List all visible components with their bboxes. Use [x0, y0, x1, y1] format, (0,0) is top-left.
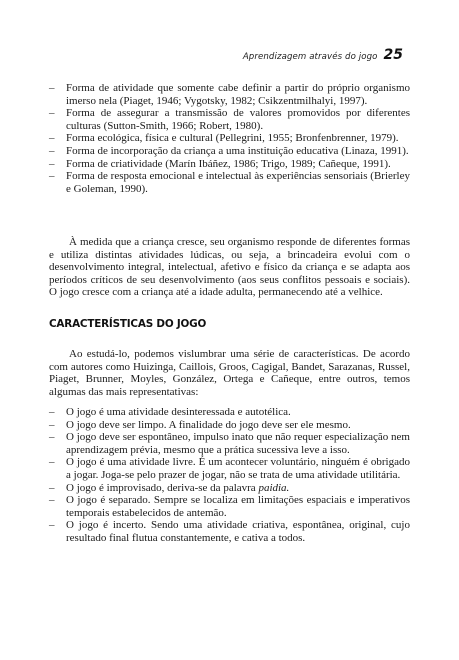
list-item: [49, 519, 410, 544]
list-item-text: O jogo deve ser espontâneo, impulso inato que não requer especialização nem aprendizagem prévia, mesmo que a prática sucessiva leve a isso.: [66, 431, 410, 456]
list-item: [49, 482, 410, 495]
list-dash: –: [49, 406, 55, 418]
list-dash: –: [49, 418, 55, 431]
list-item: [49, 456, 410, 481]
play-forms-list: [49, 82, 410, 195]
list-dash: –: [49, 456, 55, 469]
list-item-text: O jogo é uma atividade desinteressada e autotélica.: [66, 406, 291, 418]
list-item-text: Forma de atividade que somente cabe definir a partir do próprio organismo imerso nela (Piaget, 1946; Vygotsky, 1982; Csikzentmilhalyi, 1997).: [66, 82, 410, 107]
list-dash: –: [49, 494, 55, 507]
paragraph-block-2: [49, 348, 410, 398]
list-item: [49, 406, 410, 419]
list-item-text: Forma de assegurar a transmissão de valores promovidos por diferentes culturas (Sutton-Smith, 1966; Robert, 1980).: [66, 107, 410, 132]
list-item-text: O jogo é improvisado, deriva-se da palavra: [66, 481, 259, 494]
list-dash: –: [49, 157, 55, 170]
top-list-block: [49, 82, 410, 195]
list-item-text: O jogo é separado. Sempre se localiza em limitações espaciais e imperativos temporais estabelecidos de antemão.: [66, 494, 410, 519]
list-item: [49, 170, 410, 195]
list-dash: –: [49, 519, 55, 532]
list-item-text: Forma de incorporação da criança a uma instituição educativa (Linaza, 1991).: [66, 144, 409, 157]
characteristics-list: [49, 406, 410, 545]
list-item: [49, 419, 410, 432]
paragraph-block-1: [49, 236, 410, 299]
list-item-text: Forma de resposta emocional e intelectual às experiências sensoriais (Brierley e Goleman, 1990).: [66, 170, 410, 195]
running-header: [243, 47, 403, 63]
list-item: [49, 132, 410, 145]
body-paragraph: À medida que a criança cresce, seu organismo responde de diferentes formas e utiliza distintas atividades lúdicas, ou seja, a brincadeira evolui com o desenvolvimento integral, intelectual, afetivo e físico da criança e se adapta aos períodos críticos de seu desenvolvimento (aos seus conflitos pessoais e sociais). O jogo cresce com a criança até a idade adulta, permanecendo até a velhice.: [49, 236, 410, 299]
list-item: [49, 82, 410, 107]
page-number: 25: [383, 47, 403, 63]
list-item-text: O jogo é uma atividade livre. É um acontecer voluntário, ninguém é obrigado a jogar. Joga-se pelo prazer de jogar, não se trata de uma atividade utilitária.: [66, 456, 410, 481]
bottom-list-block: [49, 406, 410, 545]
list-dash: –: [49, 132, 55, 145]
list-item-text: O jogo é incerto. Sendo uma atividade criativa, espontânea, original, cujo resultado final flutua constantemente, e cativa a todos.: [66, 519, 410, 544]
list-item-text: Forma de criatividade (Marín Ibáñez, 1986; Trigo, 1989; Cañeque, 1991).: [66, 157, 391, 170]
list-dash: –: [49, 431, 55, 444]
body-paragraph: Ao estudá-lo, podemos vislumbrar uma série de características. De acordo com autores como Huizinga, Caillois, Groos, Cagigal, Bandet, Sarazanas, Russel, Piaget, Brunner, Moyles, González, Ortega e Cañeque, entre outros, temos algumas das mais representativas:: [49, 348, 410, 398]
list-dash: –: [49, 144, 55, 157]
section-heading: CARACTERÍSTICAS DO JOGO: [49, 318, 207, 330]
list-dash: –: [49, 107, 55, 120]
list-item-text: Forma ecológica, física e cultural (Pellegrini, 1955; Bronfenbrenner, 1979).: [66, 132, 399, 145]
list-item-italic-word: paidia.: [258, 481, 290, 494]
list-item: [49, 107, 410, 132]
list-item: [49, 431, 410, 456]
list-dash: –: [49, 170, 55, 183]
list-item-text: O jogo deve ser limpo. A finalidade do jogo deve ser ele mesmo.: [66, 418, 351, 431]
list-item: [49, 145, 410, 158]
list-dash: –: [49, 82, 55, 94]
running-header-title: Aprendizagem através do jogo: [242, 52, 378, 62]
list-dash: –: [49, 481, 55, 494]
list-item: [49, 158, 410, 171]
list-item: [49, 494, 410, 519]
